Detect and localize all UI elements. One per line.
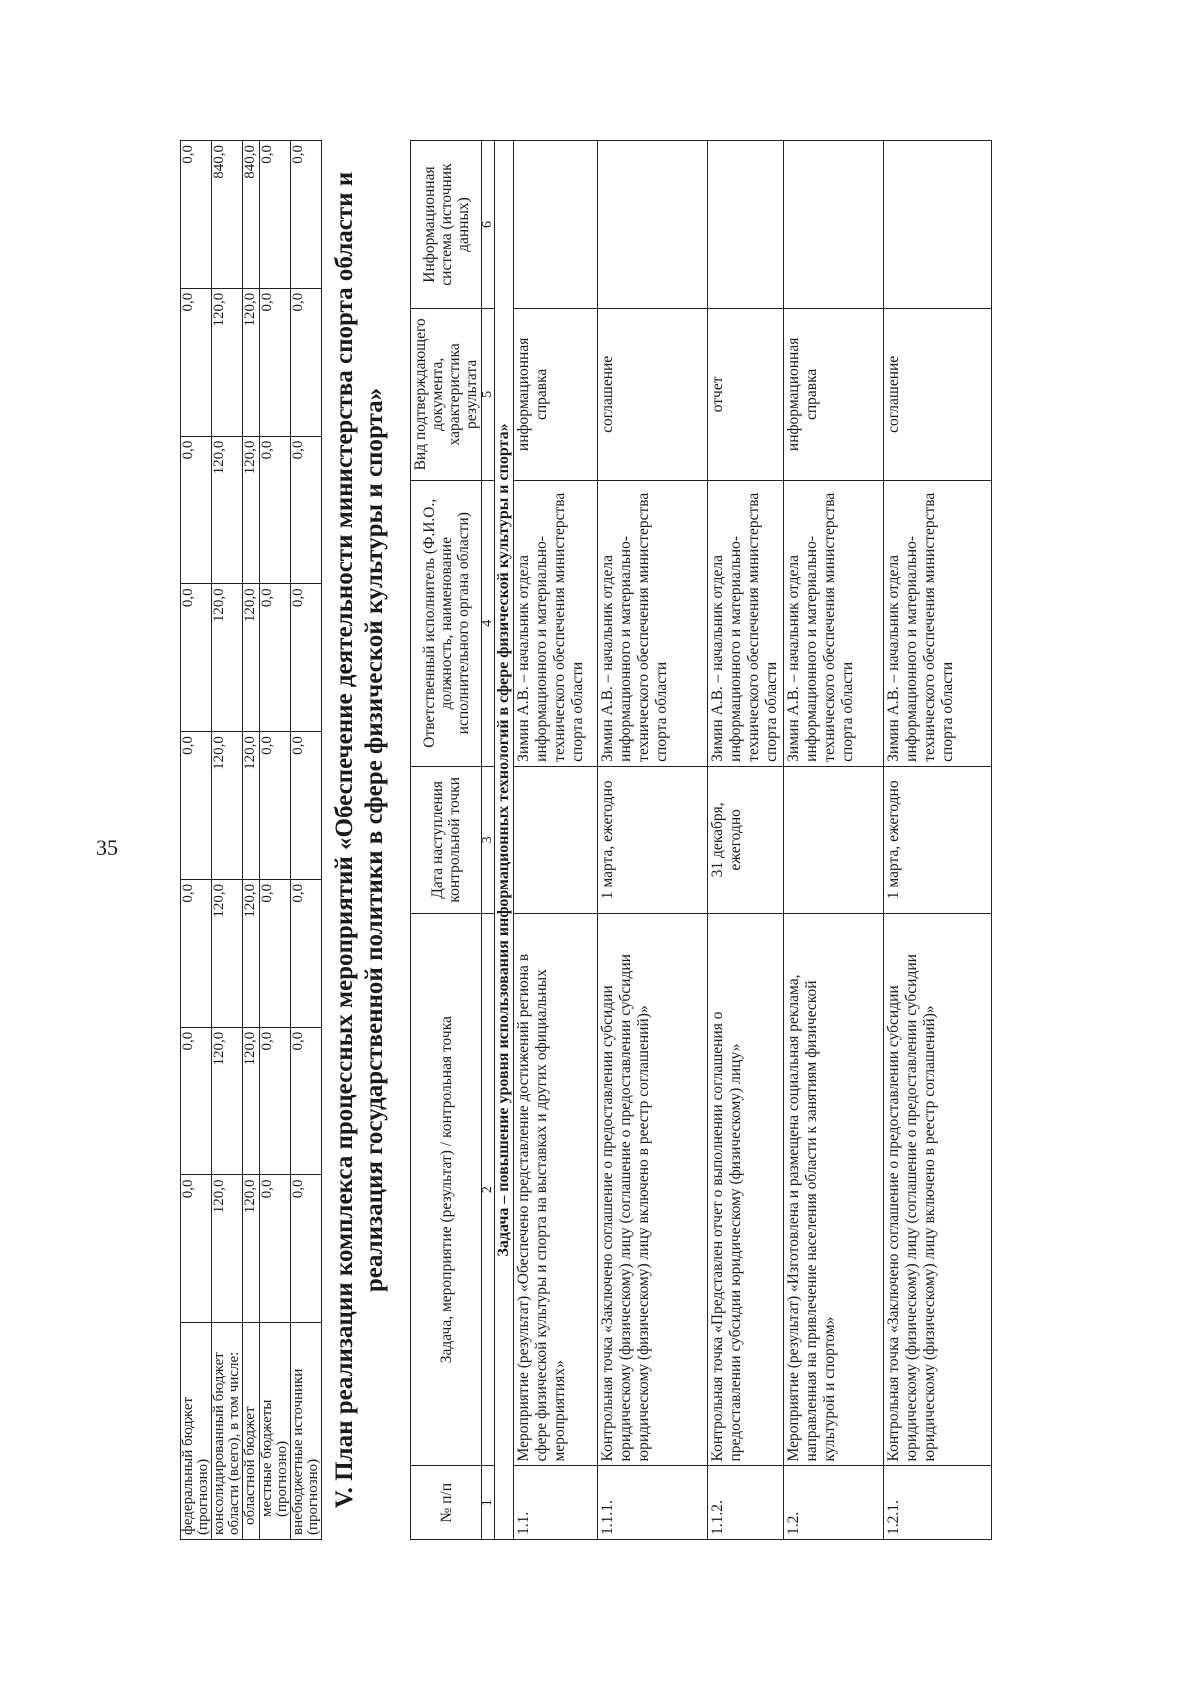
plan-row [784,141,884,1540]
row-document: информационная справка [784,309,884,481]
budget-value: 120,0 [212,732,243,880]
budget-row [212,141,243,1540]
header-document: Вид подтверждающего документа, характеристика результата [411,309,482,481]
budget-value: 0,0 [291,141,322,289]
budget-value: 120,0 [243,1175,260,1323]
header-row [411,141,482,1540]
budget-value: 840,0 [243,141,260,289]
budget-value: 840,0 [212,141,243,289]
column-number: 2 [482,913,495,1466]
row-document: отчет [708,309,784,481]
header-number: № п/п [411,1466,482,1540]
task-label: Задача – повышение уровня использования информационных технологий в сфере физической культуры и спорта» [495,141,514,1540]
budget-value: 0,0 [260,141,291,289]
page-number: 35 [96,835,118,860]
budget-source-label: федеральный бюджет (прогнозно) [181,1323,212,1540]
budget-value: 0,0 [181,1175,212,1323]
budget-value: 120,0 [212,879,243,1027]
row-name: Контрольная точка «Заключено соглашение о предоставлении субсидии юридическому (физическому) лицу (соглашение о предоставлении субсидии юридическому (физическому) лицу включено в реестр соглашений)» [598,913,708,1466]
column-number: 5 [482,309,495,481]
row-name: Контрольная точка «Заключено соглашение о предоставлении субсидии юридическому (физическому) лицу (соглашение о предоставлении субсидии юридическому (физическому) лицу включено в реестр соглашений)» [884,913,992,1466]
row-system [884,141,992,309]
budget-value: 0,0 [260,1175,291,1323]
row-number: 1.2. [784,1466,884,1540]
budget-table [180,140,322,1540]
budget-value: 120,0 [243,879,260,1027]
row-date: 31 декабря, ежегодно [708,766,784,913]
budget-value: 120,0 [243,584,260,732]
plan-row [884,141,992,1540]
row-responsible: Зимин А.В. – начальник отдела информационного и материально-технического обеспечения министерства спорта области [884,480,992,766]
row-responsible: Зимин А.В. – начальник отдела информационного и материально-технического обеспечения министерства спорта области [708,480,784,766]
rotated-content [180,140,1060,1540]
row-name: Мероприятие (результат) «Изготовлена и размещена социальная реклама, направленная на привлечение населения области к занятиям физической культурой и спортом» [784,913,884,1466]
column-number-row [482,141,495,1540]
header-system: Информационная система (источник данных) [411,141,482,309]
budget-value: 120,0 [212,436,243,584]
budget-source-label: местные бюджеты (прогнозно) [260,1323,291,1540]
row-system [784,141,884,309]
budget-value: 0,0 [260,288,291,436]
budget-value: 0,0 [181,436,212,584]
row-document: соглашение [598,309,708,481]
row-name: Контрольная точка «Представлен отчет о выполнении соглашения о предоставлении субсидии юридическому (физическому) лицу» [708,913,784,1466]
row-date [514,766,598,913]
column-number: 3 [482,766,495,913]
budget-value: 120,0 [212,288,243,436]
budget-value: 0,0 [291,1027,322,1175]
budget-row [181,141,212,1540]
row-name: Мероприятие (результат) «Обеспечено представление достижений региона в сфере физической культуры и спорта на выставках и других официальных мероприятиях» [514,913,598,1466]
budget-value: 0,0 [181,879,212,1027]
row-date: 1 марта, ежегодно [884,766,992,913]
budget-value: 0,0 [181,584,212,732]
budget-value: 0,0 [181,141,212,289]
budget-value: 0,0 [291,1175,322,1323]
budget-value: 0,0 [181,288,212,436]
row-system [708,141,784,309]
budget-source-label: областной бюджет [243,1323,260,1540]
budget-row [260,141,291,1540]
task-row [495,141,514,1540]
row-number: 1.1. [514,1466,598,1540]
budget-value: 0,0 [291,584,322,732]
row-number: 1.2.1. [884,1466,992,1540]
budget-value: 0,0 [291,436,322,584]
column-number: 6 [482,141,495,309]
row-document: соглашение [884,309,992,481]
plan-row [514,141,598,1540]
budget-value: 0,0 [291,879,322,1027]
budget-value: 0,0 [260,584,291,732]
row-system [598,141,708,309]
row-responsible: Зимин А.В. – начальник отдела информационного и материально-технического обеспечения министерства спорта области [598,480,708,766]
budget-row [243,141,260,1540]
budget-value: 120,0 [212,584,243,732]
budget-value: 0,0 [260,1027,291,1175]
header-date: Дата наступления контрольной точки [411,766,482,913]
budget-value: 0,0 [181,732,212,880]
row-system [514,141,598,309]
budget-value: 120,0 [243,1027,260,1175]
section-title: V. План реализации комплекса процессных мероприятий «Обеспечение деятельности министерства спорта области и реализация государственной политики в сфере физической культуры и спорта» [331,171,388,1509]
budget-value: 0,0 [291,732,322,880]
row-number: 1.1.1. [598,1466,708,1540]
budget-value: 0,0 [260,732,291,880]
row-date: 1 марта, ежегодно [598,766,708,913]
row-number: 1.1.2. [708,1466,784,1540]
row-document: информационная справка [514,309,598,481]
budget-value: 0,0 [260,879,291,1027]
budget-row [291,141,322,1540]
budget-value: 120,0 [243,288,260,436]
plan-table [410,140,992,1540]
row-responsible: Зимин А.В. – начальник отдела информационного и материально-технического обеспечения министерства спорта области [784,480,884,766]
plan-row [708,141,784,1540]
header-responsible: Ответственный исполнитель (Ф.И.О., должность, наименование исполнительного органа области) [411,480,482,766]
budget-value: 120,0 [243,436,260,584]
row-date [784,766,884,913]
budget-value: 0,0 [181,1027,212,1175]
budget-value: 120,0 [212,1175,243,1323]
budget-value: 0,0 [291,288,322,436]
plan-row [598,141,708,1540]
budget-value: 0,0 [260,436,291,584]
budget-source-label: внебюджетные источники (прогнозно) [291,1323,322,1540]
budget-value: 120,0 [243,732,260,880]
column-number: 1 [482,1466,495,1540]
header-task: Задача, мероприятие (результат) / контрольная точка [411,913,482,1466]
row-responsible: Зимин А.В. – начальник отдела информационного и материально-технического обеспечения министерства спорта области [514,480,598,766]
budget-source-label: консолидированный бюджет области (всего), в том числе: [212,1323,243,1540]
budget-value: 120,0 [212,1027,243,1175]
column-number: 4 [482,480,495,766]
